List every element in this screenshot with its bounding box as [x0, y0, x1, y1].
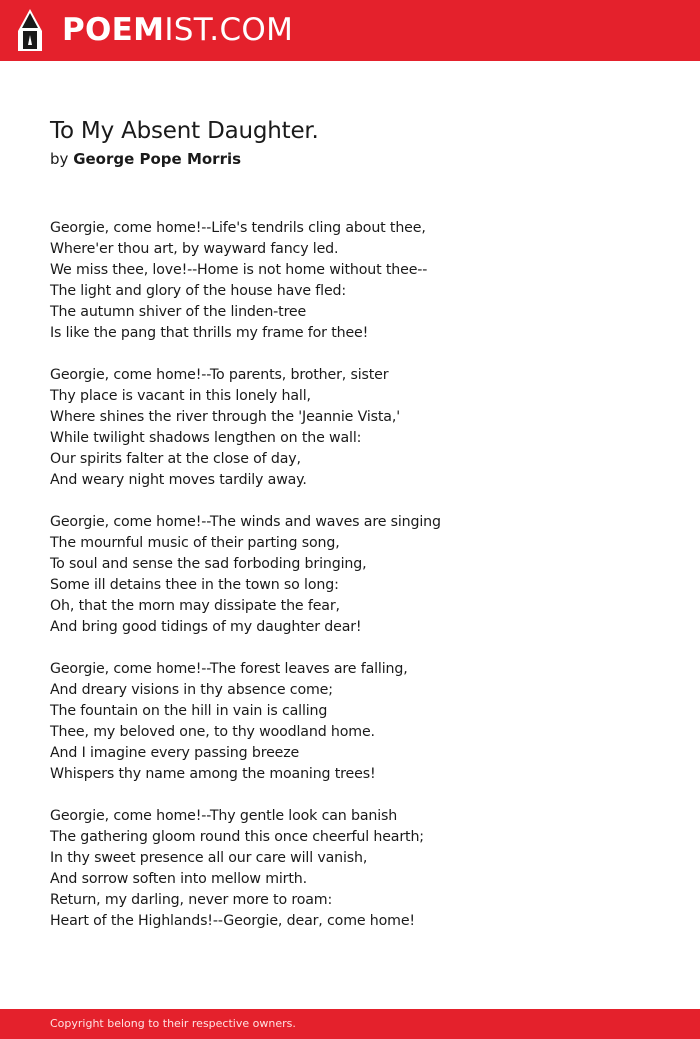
- poem-line: Our spirits falter at the close of day,: [50, 451, 301, 467]
- poem-line: The gathering gloom round this once cheerful hearth;: [50, 829, 424, 845]
- poem-line: The mournful music of their parting song,: [50, 535, 340, 551]
- poem-line: In thy sweet presence all our care will vanish,: [50, 850, 368, 866]
- logo-text-light: IST.COM: [164, 12, 294, 48]
- poem-line: And bring good tidings of my daughter dear!: [50, 619, 362, 635]
- by-label: by: [50, 150, 69, 168]
- poem-line: Thy place is vacant in this lonely hall,: [50, 388, 311, 404]
- poem-line: Georgie, come home!--To parents, brother, sister: [50, 367, 389, 383]
- stanza: [50, 365, 650, 491]
- stanza: [50, 218, 650, 344]
- poem-line: The fountain on the hill in vain is calling: [50, 703, 328, 719]
- poem-line: And dreary visions in thy absence come;: [50, 682, 333, 698]
- poem-title: To My Absent Daughter.: [50, 118, 319, 144]
- poem-line: Where'er thou art, by wayward fancy led.: [50, 241, 339, 257]
- stanza: [50, 806, 650, 932]
- logo-text-bold: POEM: [62, 12, 165, 48]
- poem-line: Thee, my beloved one, to thy woodland home.: [50, 724, 375, 740]
- copyright-text: Copyright belong to their respective owners.: [50, 1017, 296, 1030]
- poem-line: Georgie, come home!--Thy gentle look can banish: [50, 808, 398, 824]
- author-name: George Pope Morris: [73, 150, 242, 168]
- poem-line: And sorrow soften into mellow mirth.: [50, 871, 307, 887]
- poem-line: The light and glory of the house have fled:: [50, 283, 347, 299]
- site-footer: [0, 1009, 700, 1039]
- poem-line: Where shines the river through the 'Jeannie Vista,': [50, 409, 400, 425]
- poem-line: Whispers thy name among the moaning trees!: [50, 766, 376, 782]
- poem-line: Heart of the Highlands!--Georgie, dear, come home!: [50, 913, 415, 929]
- poem-line: Oh, that the morn may dissipate the fear,: [50, 598, 340, 614]
- poem-line: Georgie, come home!--The forest leaves are falling,: [50, 661, 408, 677]
- pen-nib-icon[interactable]: [18, 9, 42, 51]
- stanza: [50, 659, 650, 785]
- poem-line: Some ill detains thee in the town so long:: [50, 577, 339, 593]
- site-logo[interactable]: [62, 12, 293, 48]
- poem-line: To soul and sense the sad forboding bringing,: [50, 556, 367, 572]
- poem-line: And I imagine every passing breeze: [50, 745, 300, 761]
- stanza: [50, 512, 650, 638]
- poem-line: Return, my darling, never more to roam:: [50, 892, 333, 908]
- poem-line: The autumn shiver of the linden-tree: [50, 304, 307, 320]
- poem-line: Georgie, come home!--The winds and waves are singing: [50, 514, 441, 530]
- poem-line: And weary night moves tardily away.: [50, 472, 307, 488]
- byline: [50, 148, 241, 170]
- poem-line: While twilight shadows lengthen on the wall:: [50, 430, 362, 446]
- poem-line: Georgie, come home!--Life's tendrils cling about thee,: [50, 220, 426, 236]
- site-header: [0, 0, 700, 61]
- poem-body: [50, 218, 650, 953]
- poem-line: We miss thee, love!--Home is not home without thee--: [50, 262, 428, 278]
- poem-line: Is like the pang that thrills my frame for thee!: [50, 325, 369, 341]
